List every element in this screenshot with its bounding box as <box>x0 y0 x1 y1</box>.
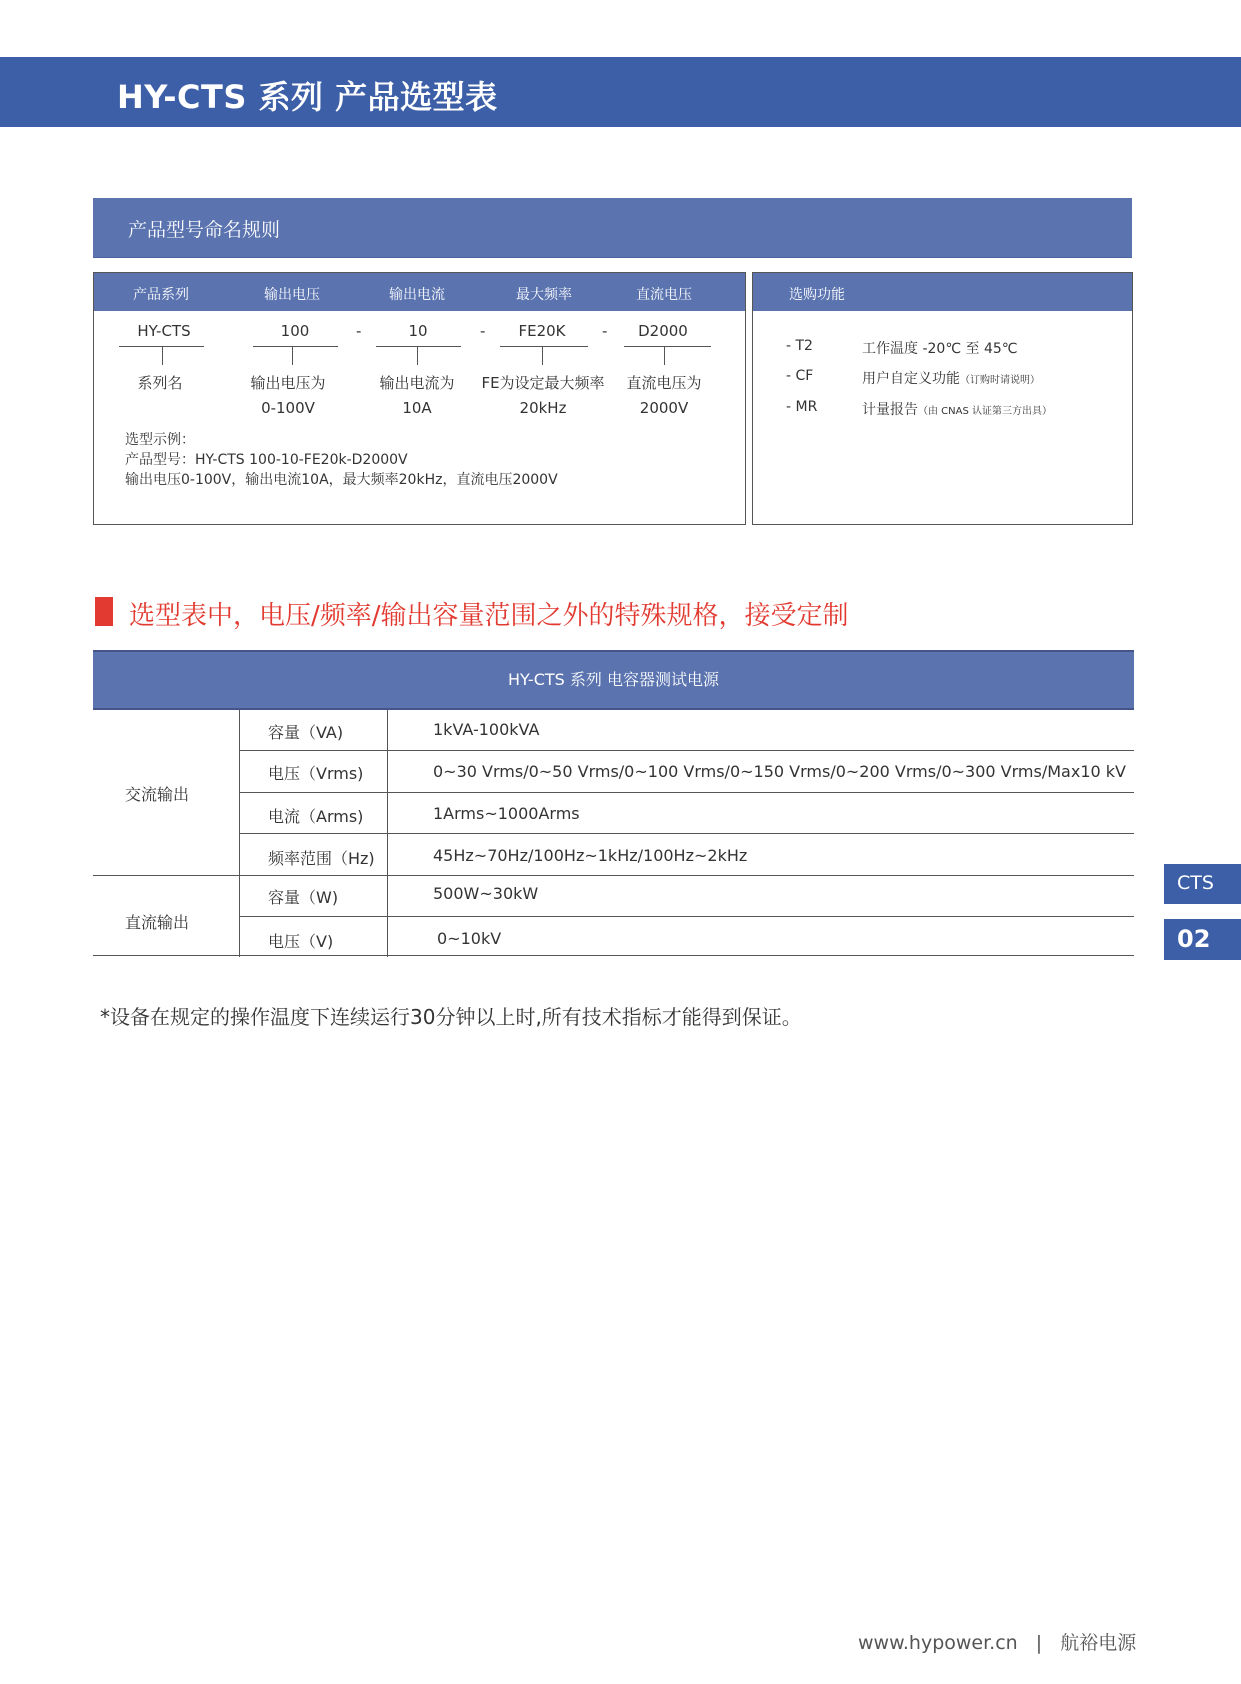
code-underline <box>253 346 338 347</box>
example-label: 选型示例： <box>125 432 195 448</box>
code-separator: - <box>356 322 362 340</box>
desc-series-line1: 系列名 <box>137 374 183 392</box>
option-desc-mr <box>862 399 1052 419</box>
code-series: HY-CTS <box>137 322 191 340</box>
code-separator: - <box>480 322 486 340</box>
column-header-series: 产品系列 <box>133 287 189 303</box>
table-row-value: 1kVA-100kVA <box>433 720 540 739</box>
custom-spec-notice: 选型表中，电压/频率/输出容量范围之外的特殊规格，接受定制 <box>129 601 849 631</box>
table-rule <box>239 916 1134 917</box>
option-desc-t2-text: 工作温度 -20℃ 至 45℃ <box>862 341 1018 357</box>
option-code-cf: - CF <box>786 368 814 384</box>
page-number: 02 <box>1177 925 1211 953</box>
option-desc-t2 <box>862 338 1017 358</box>
table-row-param: 电压（Vrms) <box>268 764 364 783</box>
table-row-param: 容量（W) <box>268 888 339 907</box>
table-row-value: 1Arms~1000Arms <box>433 804 580 823</box>
code-tick <box>542 347 543 365</box>
code-tick <box>162 347 163 365</box>
table-rule <box>239 750 1134 751</box>
table-row-param: 电流（Arms) <box>268 807 364 826</box>
desc-output-voltage-line2: 0-100V <box>261 399 315 417</box>
notice-marker <box>95 597 113 626</box>
desc-output-current-line2: 10A <box>402 399 432 417</box>
table-row-param: 频率范围（Hz) <box>268 849 375 868</box>
footer-divider: | <box>1035 1632 1043 1654</box>
option-desc-mr-text: 计量报告 <box>862 402 918 418</box>
table-row-value: 0~10kV <box>437 929 502 948</box>
footnote: *设备在规定的操作温度下连续运行30分钟以上时,所有技术指标才能得到保证。 <box>100 1005 802 1029</box>
option-code-t2: - T2 <box>786 338 813 354</box>
example-spec: 输出电压0-100V，输出电流10A，最大频率20kHz，直流电压2000V <box>125 472 558 488</box>
spec-table-title: HY-CTS 系列 电容器测试电源 <box>508 670 719 689</box>
desc-output-voltage <box>228 371 348 421</box>
code-tick <box>292 347 293 365</box>
desc-max-frequency-line2: 20kHz <box>519 399 567 417</box>
code-underline <box>624 346 711 347</box>
column-header-dc-voltage: 直流电压 <box>636 287 692 303</box>
side-tab-series-label: CTS <box>1177 872 1214 894</box>
desc-dc-voltage-line2: 2000V <box>639 399 689 417</box>
code-max-frequency: FE20K <box>518 322 566 340</box>
option-desc-cf-text: 用户自定义功能 <box>862 371 960 387</box>
example-model: 产品型号：HY-CTS 100-10-FE20k-D2000V <box>125 452 408 468</box>
table-rule <box>239 792 1134 793</box>
code-underline <box>376 346 461 347</box>
page-title: HY-CTS 系列 产品选型表 <box>117 78 498 116</box>
desc-series <box>100 371 220 396</box>
column-header-output-current: 输出电流 <box>389 287 445 303</box>
table-row-value: 500W~30kW <box>433 884 539 903</box>
footer-brand: 航裕电源 <box>1060 1632 1137 1654</box>
desc-max-frequency <box>473 371 613 421</box>
code-output-voltage: 100 <box>280 322 310 340</box>
table-rule <box>239 833 1134 834</box>
option-code-mr: - MR <box>786 399 818 415</box>
code-separator: - <box>602 322 608 340</box>
column-header-max-frequency: 最大频率 <box>516 287 572 303</box>
code-tick <box>664 347 665 365</box>
code-output-current: 10 <box>408 322 428 340</box>
table-rule <box>93 955 1134 956</box>
naming-rule-title: 产品型号命名规则 <box>128 219 281 241</box>
code-dc-voltage: D2000 <box>638 322 688 340</box>
option-note-cf: （订购时请说明） <box>960 375 1040 386</box>
options-title: 选购功能 <box>789 287 845 303</box>
group-ac-output: 交流输出 <box>124 785 189 804</box>
desc-output-voltage-line1: 输出电压为 <box>250 374 326 392</box>
table-rule <box>93 875 1134 876</box>
code-tick <box>417 347 418 365</box>
table-row-param: 容量（VA) <box>268 723 344 742</box>
footer <box>858 1628 1136 1655</box>
footer-website[interactable]: www.hypower.cn <box>858 1632 1018 1654</box>
table-row-value: 0~30 Vrms/0~50 Vrms/0~100 Vrms/0~150 Vrms/0~200 Vrms/0~300 Vrms/Max10 kV <box>433 762 1126 781</box>
desc-output-current <box>357 371 477 421</box>
column-header-output-voltage: 输出电压 <box>264 287 320 303</box>
option-desc-cf <box>862 368 1040 388</box>
table-row-value: 45Hz~70Hz/100Hz~1kHz/100Hz~2kHz <box>433 846 748 865</box>
desc-max-frequency-line1: FE为设定最大频率 <box>481 374 605 392</box>
table-row-param: 电压（V) <box>268 932 334 951</box>
option-note-mr: （由 CNAS 认证第三方出具） <box>918 406 1053 417</box>
code-underline <box>500 346 588 347</box>
desc-output-current-line1: 输出电流为 <box>379 374 455 392</box>
group-dc-output: 直流输出 <box>124 913 189 932</box>
desc-dc-voltage <box>604 371 724 421</box>
desc-dc-voltage-line1: 直流电压为 <box>626 374 702 392</box>
